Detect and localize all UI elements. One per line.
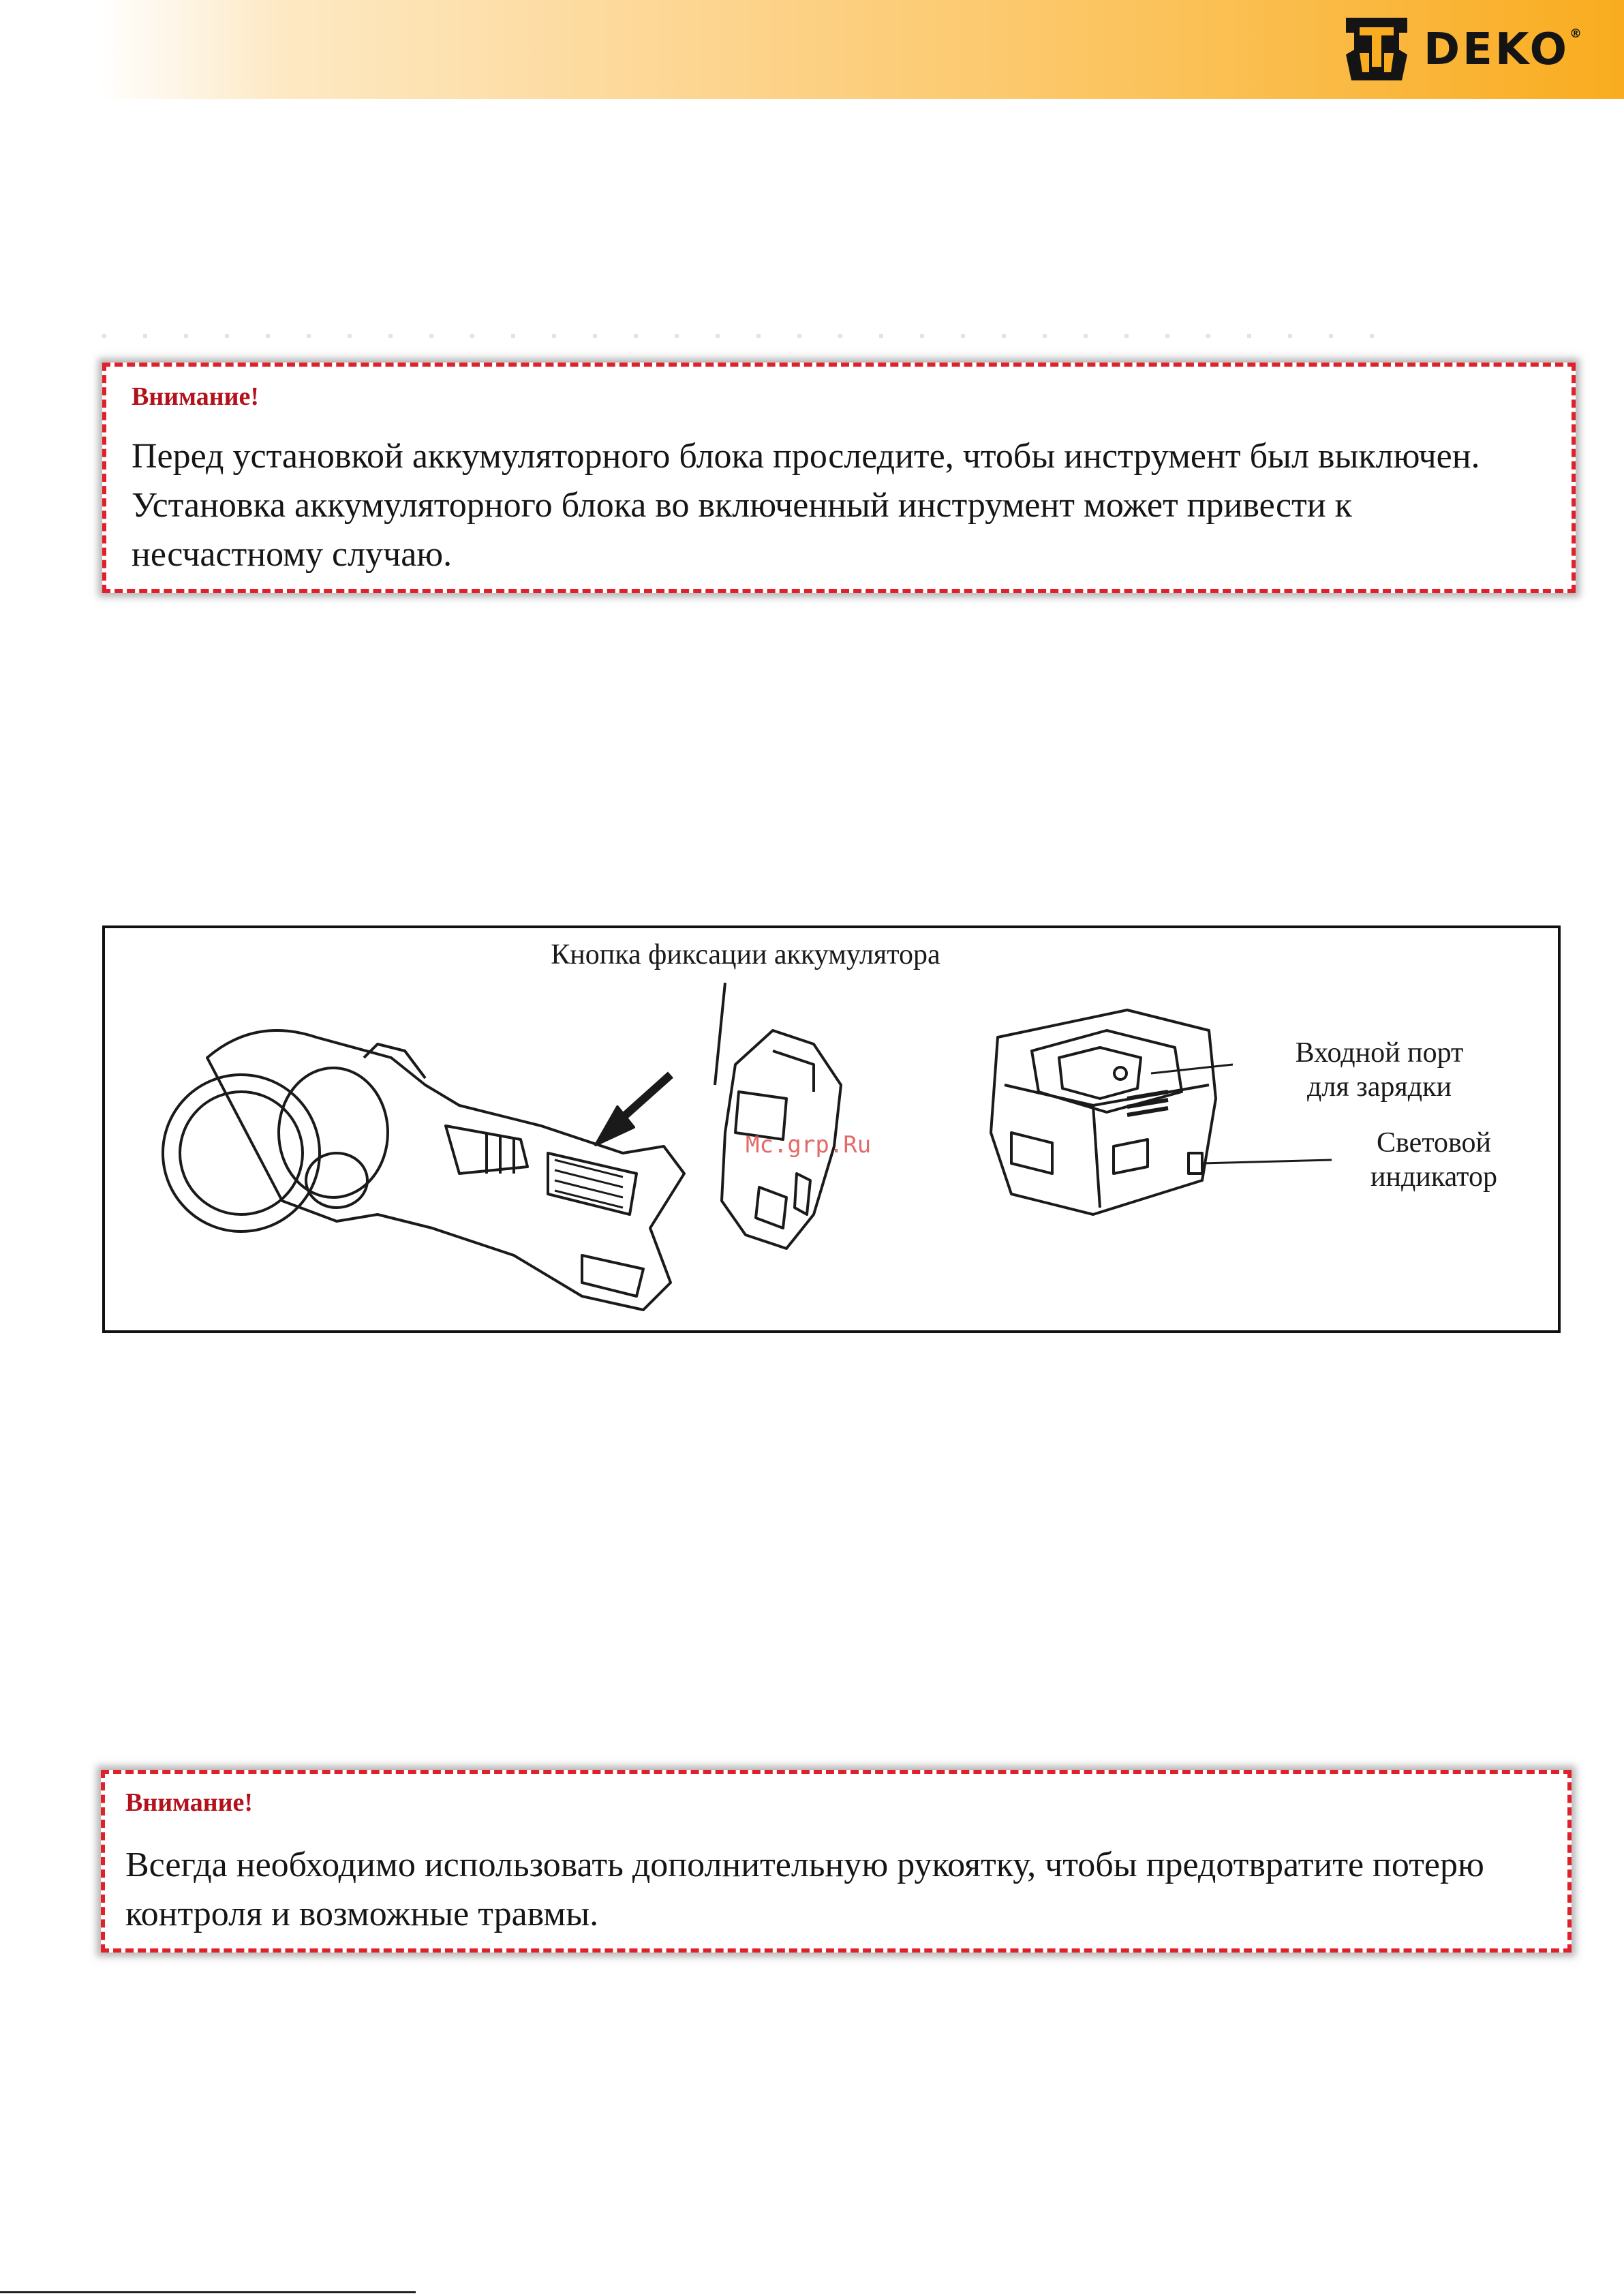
warning-title: Внимание!	[125, 1788, 254, 1817]
label-light-indicator: Световой индикатор	[1370, 1127, 1497, 1193]
deko-logo	[1339, 7, 1612, 92]
battery-charger-drawing	[991, 1010, 1216, 1214]
battery-installation-figure	[102, 925, 1561, 1333]
watermark: Mc.grp.Ru	[746, 1131, 872, 1159]
warning-box-battery	[102, 363, 1576, 593]
footer-rule	[0, 2291, 416, 2293]
warning-box-handle	[101, 1770, 1572, 1953]
angle-grinder-drawing	[163, 1030, 684, 1310]
label-lock-button: Кнопка фиксации аккумулятора	[551, 939, 940, 970]
label-charge-port: Входной порт для зарядки	[1295, 1037, 1464, 1103]
deko-helmet-icon	[1339, 12, 1414, 87]
cropped-text-remnant	[102, 334, 1404, 338]
warning-text: Всегда необходимо использовать дополнительную рукоятку, чтобы предотвратите потерю контроля и возможные травмы.	[125, 1846, 1484, 1933]
brand-name: DEKO®	[1424, 24, 1584, 75]
warning-text: Перед установкой аккумуляторного блока проследите, чтобы инструмент был выключен. Установка аккумуляторного блока во включенный инструмент может привести к несчастному случаю.	[132, 437, 1480, 574]
warning-title: Внимание!	[132, 382, 260, 411]
